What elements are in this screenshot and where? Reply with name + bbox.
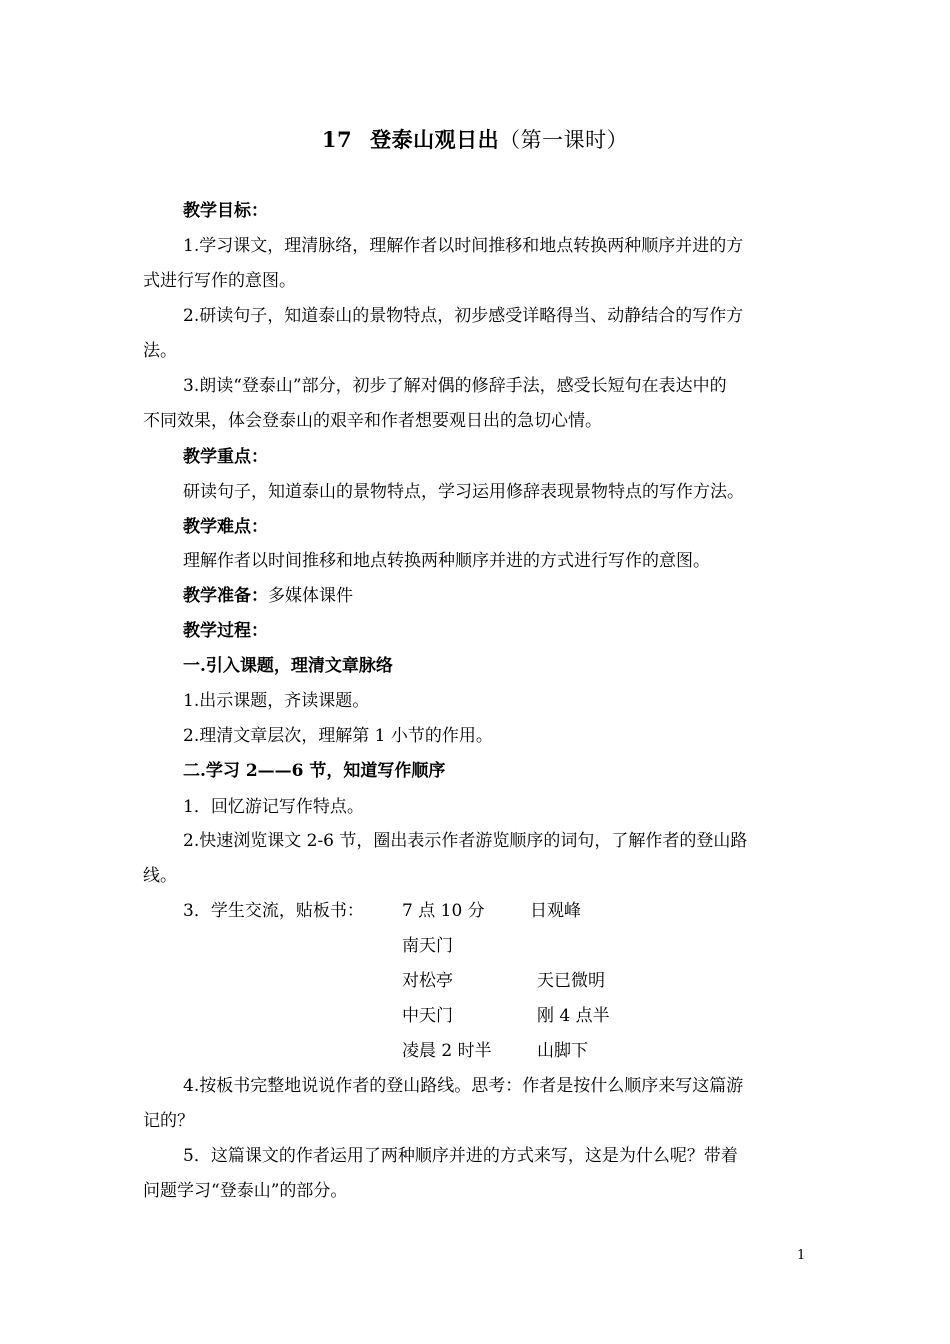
section-2-item-5-line-1: 5．这篇课文的作者运用了两种顺序并进的方式来写，这是为什么呢？带着: [183, 1146, 738, 1166]
lesson-title-main: 登泰山观日出: [370, 127, 500, 152]
preparation-text: 多媒体课件: [268, 586, 353, 606]
section-2-item-3-label: 3．学生交流，贴板书：: [183, 901, 364, 921]
key-points-text: 研读句子，知道泰山的景物特点，学习运用修辞表现景物特点的写作方法。: [183, 482, 744, 502]
lesson-number: 17: [321, 127, 353, 152]
objective-1-line-2: 式进行写作的意图。: [143, 271, 296, 291]
objective-3-line-2: 不同效果，体会登泰山的艰辛和作者想要观日出的急切心情。: [143, 411, 602, 431]
board-r4-place: 中天门: [402, 1006, 453, 1026]
section-2-heading: 二.学习 2——6 节，知道写作顺序: [183, 761, 446, 781]
board-r1-place: 日观峰: [530, 901, 581, 921]
section-2-item-4-line-2: 记的？: [143, 1111, 194, 1131]
board-r5-place: 山脚下: [537, 1041, 588, 1061]
difficulties-text: 理解作者以时间推移和地点转换两种顺序并进的方式进行写作的意图。: [183, 551, 710, 571]
section-1-item-1: 1.出示课题，齐读课题。: [183, 691, 370, 711]
board-r1-time: 7 点 10 分: [402, 901, 485, 921]
section-2-item-2-line-1: 2.快速浏览课文 2-6 节，圈出表示作者游览顺序的词句，了解作者的登山路: [183, 831, 748, 851]
section-2-item-2-line-2: 线。: [143, 866, 177, 886]
board-r4-time: 刚 4 点半: [537, 1006, 610, 1026]
section-1-heading: 一.引入课题，理清文章脉络: [183, 656, 393, 676]
objective-2-line-2: 法。: [143, 341, 177, 361]
section-2-item-5-line-2: 问题学习“登泰山”的部分。: [143, 1181, 348, 1201]
lesson-title-sub: （第一课时）: [499, 128, 629, 152]
objective-3-line-1: 3.朗读“登泰山”部分，初步了解对偶的修辞手法，感受长短句在表达中的: [183, 376, 727, 396]
section-1-item-2: 2.理清文章层次，理解第 1 小节的作用。: [183, 726, 493, 746]
board-r5-time: 凌晨 2 时半: [402, 1041, 492, 1061]
preparation-line: [183, 585, 353, 607]
lesson-title: [0, 124, 950, 154]
objective-2-line-1: 2.研读句子，知道泰山的景物特点，初步感受详略得当、动静结合的写作方: [183, 306, 744, 326]
page-number: 1: [797, 1248, 806, 1263]
board-r3-place: 对松亭: [402, 971, 453, 991]
board-r2-place: 南天门: [402, 936, 453, 956]
key-points-heading: 教学重点：: [183, 447, 268, 467]
objectives-heading: 教学目标：: [183, 201, 268, 221]
board-r3-time: 天已微明: [537, 971, 605, 991]
preparation-heading: 教学准备：: [183, 586, 268, 606]
process-heading: 教学过程：: [183, 621, 268, 641]
section-2-item-4-line-1: 4.按板书完整地说说作者的登山路线。思考：作者是按什么顺序来写这篇游: [183, 1076, 744, 1096]
objective-1-line-1: 1.学习课文，理清脉络，理解作者以时间推移和地点转换两种顺序并进的方: [183, 236, 744, 256]
section-2-item-1: 1．回忆游记写作特点。: [183, 797, 364, 817]
difficulties-heading: 教学难点：: [183, 517, 268, 537]
